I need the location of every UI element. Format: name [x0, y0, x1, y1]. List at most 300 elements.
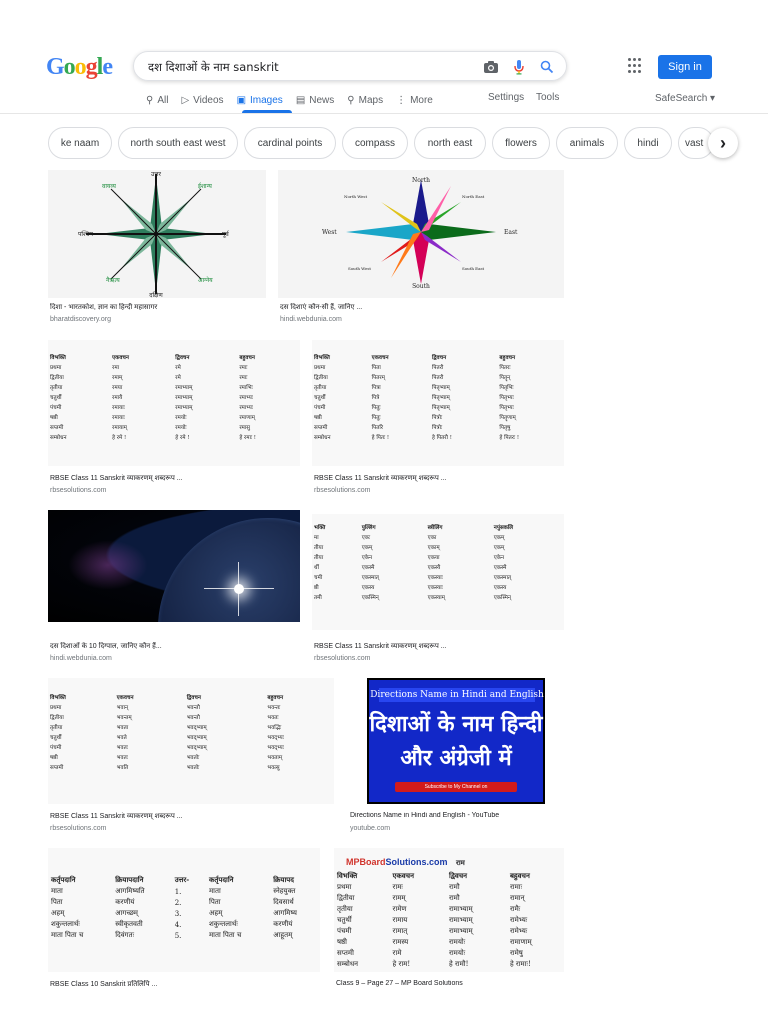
table-cell: हे रामाः! — [509, 960, 531, 968]
table-cell: नपुंसकलि — [493, 525, 514, 531]
table-cell: भवन्तौ — [186, 715, 200, 721]
table-cell: दिवसार्थ — [273, 898, 294, 906]
apps-grid-icon[interactable] — [628, 58, 644, 74]
table-cell: रामाभ्याम् — [449, 916, 473, 924]
table-row — [312, 402, 564, 412]
table-cell: पितरि — [371, 425, 384, 431]
mic-icon[interactable] — [510, 58, 528, 76]
table-cell: एकस्य — [361, 585, 375, 591]
chip[interactable]: cardinal points — [244, 127, 336, 159]
table-cell: भवन्तम् — [116, 715, 132, 721]
table-cell: पंचमी — [50, 745, 62, 751]
tab-label: More — [410, 94, 433, 106]
sign-in-button[interactable]: Sign in — [658, 55, 712, 79]
table-row — [334, 893, 564, 904]
table-cell: तमी — [314, 595, 322, 601]
table-cell: पितुः — [371, 415, 381, 421]
table-cell: रामः — [392, 883, 403, 891]
tab-label: Images — [250, 94, 283, 106]
tab-label: Videos — [193, 94, 224, 106]
declension-table — [312, 522, 564, 602]
table-cell: कर्तृपदानि — [209, 875, 234, 884]
table-cell: भवतोः — [186, 755, 200, 761]
table-row — [48, 919, 320, 930]
se-label: South East — [462, 266, 485, 271]
table-cell: तृतीया — [337, 905, 353, 913]
result-image[interactable] — [312, 340, 564, 466]
east-label: East — [504, 229, 518, 236]
result-title[interactable]: दस दिशाएं कौन-सी हैं, जानिए ... — [280, 304, 363, 311]
brand-logo — [346, 857, 448, 867]
table-cell: सप्तमी — [50, 765, 64, 771]
search-input[interactable] — [148, 57, 468, 77]
chip[interactable]: north south east west — [118, 127, 238, 159]
table-cell: शकुन्तलार्थः — [209, 920, 238, 928]
table-row — [48, 372, 300, 382]
table-row — [334, 959, 564, 970]
table-row — [48, 402, 300, 412]
table-cell: एकया — [427, 555, 440, 561]
table-cell: रामेभ्यः — [509, 927, 528, 935]
table-cell: रमायाः — [112, 405, 125, 411]
table-row — [48, 422, 300, 432]
table-cell: प्रथमा — [314, 365, 326, 371]
table-cell: रामाणाम् — [509, 938, 532, 946]
table-cell: द्वितीया — [337, 894, 355, 902]
table-cell: पितृषु — [499, 425, 511, 431]
subscribe-text: Subscribe to My Channel on — [424, 784, 488, 790]
table-cell: एकस्यै — [427, 565, 441, 571]
table-cell: पिता — [51, 898, 63, 906]
table-cell: पितॄणाम् — [499, 415, 516, 421]
table-cell: रामान् — [509, 894, 525, 902]
table-cell: रमया — [112, 385, 123, 391]
table-cell: सम्बोधन — [314, 435, 331, 441]
table-cell: करणीयं — [115, 898, 135, 906]
table-row — [334, 915, 564, 926]
table-cell: रमयोः — [175, 425, 187, 431]
compass-rose-image — [48, 170, 266, 298]
nw-label: वायव्य — [102, 184, 116, 190]
table-cell: अहम् — [209, 909, 223, 917]
result-image[interactable] — [278, 170, 564, 298]
ne-label: North East — [462, 194, 485, 199]
table-row — [334, 870, 564, 882]
south-label: South — [412, 283, 430, 290]
table-cell: भवतः — [116, 745, 128, 751]
tools-link[interactable]: Tools — [536, 92, 560, 103]
table-cell: भवति — [116, 765, 129, 771]
table-cell: रामे — [392, 949, 402, 957]
table-cell: उत्तर- — [174, 875, 190, 884]
table-row — [312, 412, 564, 422]
result-title[interactable]: RBSE Class 11 Sanskrit व्याकरणम् शब्दरूप ... — [50, 813, 183, 820]
table-row — [48, 382, 300, 392]
table-cell: एकम् — [493, 545, 505, 551]
chip[interactable]: north east — [414, 127, 486, 159]
table-cell: द्विवचन — [431, 355, 447, 361]
table-cell: रमासु — [239, 425, 250, 431]
table-cell: पित्रोः — [431, 425, 443, 431]
planet-graphic — [158, 518, 300, 622]
chip[interactable]: hindi — [624, 127, 672, 159]
result-image[interactable] — [48, 678, 334, 804]
table-cell: रामाः — [509, 883, 523, 891]
table-cell: एकवचन — [371, 355, 389, 361]
result-source[interactable]: hindi.webdunia.com — [280, 316, 342, 323]
table-cell: भवद्भ्यः — [267, 735, 284, 741]
table-row — [312, 582, 564, 592]
north-label: North — [411, 177, 431, 184]
table-row — [48, 874, 320, 886]
table-cell: द्विवचन — [186, 695, 201, 701]
table-cell: एकवचन — [112, 355, 129, 361]
logo-letter: G — [46, 54, 64, 80]
result-title[interactable]: RBSE Class 10 Sanskrit प्रतिलिपि ... — [50, 981, 158, 988]
chip[interactable]: ke naam — [48, 127, 112, 159]
table-cell: रमाः — [239, 365, 248, 371]
table-cell: हे पितरः ! — [499, 435, 520, 441]
table-cell: रामेभ्यः — [509, 916, 528, 924]
result-image[interactable] — [312, 514, 564, 630]
tab-images[interactable] — [237, 92, 283, 108]
header-divider — [0, 113, 768, 114]
table-cell: माता पिता च — [209, 931, 242, 939]
table-cell: पिता — [371, 365, 381, 371]
table-cell: रमाः — [239, 375, 248, 381]
chip[interactable]: animals — [556, 127, 618, 159]
chevron-right-icon[interactable]: › — [708, 128, 738, 158]
verb-table — [48, 874, 320, 941]
table-cell: बहुवचन — [509, 871, 530, 880]
table-cell: भवताम् — [267, 755, 283, 761]
west-label: West — [322, 229, 337, 236]
more-vert-icon: ⋮ — [396, 94, 407, 106]
table-row — [48, 752, 334, 762]
table-cell: पितरौ — [431, 365, 444, 371]
table-cell: एकस्याम् — [427, 595, 445, 601]
safesearch-dropdown[interactable] — [655, 93, 715, 104]
table-cell: रमायाम् — [112, 425, 127, 431]
declension-table — [334, 870, 564, 970]
table-cell: भवद्भ्याम् — [186, 725, 207, 731]
table-cell: सप्तमी — [314, 425, 328, 431]
table-row — [48, 432, 300, 442]
table-row — [48, 732, 334, 742]
table-cell: एकस्मै — [493, 565, 507, 571]
table-cell: रमाम् — [112, 375, 123, 381]
table-cell: रामम् — [392, 894, 406, 902]
table-row — [312, 572, 564, 582]
table-row — [334, 937, 564, 948]
table-cell: एकम् — [493, 535, 505, 541]
table-cell: पितरौ — [431, 375, 444, 381]
table-cell: भवतः — [267, 715, 279, 721]
logo-letter: g — [85, 54, 97, 80]
table-cell: मा — [314, 535, 319, 541]
table-cell: चतुर्थी — [50, 735, 62, 741]
table-cell: स्नेहयुक्त — [273, 887, 296, 895]
table-cell: सप्तमी — [337, 949, 354, 957]
table-row — [312, 562, 564, 572]
table-cell: रमे — [175, 365, 181, 371]
table-cell: पितृभ्याम् — [431, 385, 450, 391]
table-cell: आगमिष्यति — [115, 887, 145, 895]
table-row — [312, 382, 564, 392]
table-cell: माता पिता च — [51, 931, 84, 939]
table-cell: एकस्य — [493, 585, 507, 591]
news-icon: ▤ — [295, 94, 306, 106]
camera-icon[interactable] — [482, 58, 500, 76]
table-row — [312, 362, 564, 372]
table-row — [48, 362, 300, 372]
tab-label: News — [309, 94, 335, 106]
subscribe-bar — [395, 782, 517, 792]
search-box[interactable] — [133, 51, 567, 81]
table-cell: हे पितः ! — [371, 435, 390, 441]
tab-news[interactable] — [296, 92, 334, 108]
table-cell: रामौ — [449, 883, 460, 891]
table-cell: आगमिष्य — [273, 909, 297, 917]
table-cell: रमाभिः — [239, 385, 253, 391]
table-cell: भवान् — [116, 705, 129, 711]
brand-word: राम — [455, 858, 465, 867]
settings-link[interactable]: Settings — [488, 92, 525, 103]
table-cell: तृतीया — [50, 725, 63, 731]
result-source[interactable]: bharatdiscovery.org — [50, 316, 111, 323]
table-cell: 4. — [174, 920, 182, 929]
tab-all[interactable] — [146, 92, 168, 108]
logo-letter: e — [102, 54, 112, 80]
table-row — [48, 392, 300, 402]
table-cell: र्थी — [314, 565, 319, 571]
table-row — [48, 930, 320, 941]
tab-videos[interactable] — [181, 92, 223, 108]
table-cell: एकस्मिन् — [493, 595, 511, 601]
image-icon: ▣ — [236, 94, 247, 106]
result-image[interactable] — [334, 848, 564, 972]
table-cell: पंचमी — [337, 927, 352, 935]
table-cell: रमाभ्याम् — [175, 405, 193, 411]
table-cell: अहम् — [51, 909, 65, 917]
table-row — [48, 712, 334, 722]
result-title[interactable]: Directions Name in Hindi and English - YouTube — [350, 812, 500, 819]
table-cell: एकस्मै — [361, 565, 375, 571]
table-cell: षष्ठी — [50, 755, 58, 761]
table-row — [312, 552, 564, 562]
table-cell: माता — [51, 887, 63, 895]
tab-maps[interactable] — [347, 92, 383, 108]
table-cell: तीया — [314, 545, 324, 551]
star-graphic — [234, 584, 244, 594]
table-cell: रमयोः — [175, 415, 187, 421]
table-row — [48, 692, 334, 702]
table-row — [312, 422, 564, 432]
table-cell: 1. — [174, 887, 182, 896]
table-cell: भवतोः — [186, 765, 200, 771]
result-title[interactable]: RBSE Class 11 Sanskrit व्याकरणम् शब्दरूप ... — [314, 643, 447, 650]
result-source[interactable]: rbsesolutions.com — [314, 487, 371, 494]
table-cell: 2. — [174, 898, 182, 907]
result-title[interactable]: RBSE Class 11 Sanskrit व्याकरणम् शब्दरूप ... — [314, 475, 447, 482]
table-cell: पित्रा — [371, 385, 381, 391]
table-cell: तृतीया — [314, 385, 327, 391]
table-cell: पितॄन् — [499, 375, 511, 381]
table-cell: बहुवचन — [239, 355, 255, 361]
table-row — [312, 352, 564, 362]
table-cell: एकवचन — [392, 871, 414, 880]
google-logo[interactable] — [46, 54, 112, 81]
table-cell: द्वितीया — [50, 715, 64, 721]
table-cell: एकस्मिन् — [361, 595, 379, 601]
table-cell: विभक्ति — [50, 695, 66, 701]
table-row — [48, 722, 334, 732]
video-heading: दिशाओं के नाम हिन्दी — [369, 712, 543, 737]
table-cell: सप्तमी — [50, 425, 64, 431]
brand-part: MPBoard — [346, 857, 386, 867]
table-row — [48, 702, 334, 712]
table-cell: रमायै — [112, 395, 123, 401]
video-subheading: और अंग्रेजी में — [400, 746, 512, 771]
compass-rose-image — [278, 170, 564, 298]
tab-label: All — [157, 94, 169, 106]
table-cell: बहुवचन — [499, 355, 516, 361]
table-cell: एकस्याः — [427, 585, 443, 591]
table-row — [312, 372, 564, 382]
table-row — [334, 882, 564, 893]
table-row — [334, 948, 564, 959]
result-image[interactable] — [48, 170, 266, 298]
table-cell: भवन्तौ — [186, 705, 200, 711]
table-row — [312, 592, 564, 602]
table-cell: विभक्ति — [337, 871, 358, 880]
chip[interactable]: vast — [678, 127, 714, 159]
table-row — [334, 926, 564, 937]
table-row — [48, 352, 300, 362]
table-cell: एकाम् — [427, 545, 440, 551]
table-row — [312, 522, 564, 532]
table-cell: एकेन — [361, 555, 373, 561]
table-cell: एकस्मात् — [493, 575, 512, 581]
result-title[interactable]: RBSE Class 11 Sanskrit व्याकरणम् शब्दरूप ... — [50, 475, 183, 482]
play-icon: ▷ — [181, 94, 190, 106]
table-cell: प्रथमा — [50, 365, 62, 371]
result-image[interactable] — [48, 848, 320, 972]
table-cell: बहुवचन — [267, 695, 284, 701]
table-cell: दिवंगतः — [115, 931, 135, 939]
nebula-graphic — [68, 540, 148, 590]
logo-letter: l — [96, 54, 103, 80]
table-cell: षष्ठी — [50, 415, 58, 421]
table-cell: रमाभ्याम् — [175, 395, 193, 401]
result-source[interactable]: rbsesolutions.com — [50, 825, 107, 832]
table-cell: पित्रे — [371, 395, 380, 401]
result-source[interactable]: rbsesolutions.com — [50, 487, 107, 494]
table-cell: भवता — [116, 725, 129, 731]
table-cell: रमाणाम् — [239, 415, 255, 421]
result-image[interactable] — [48, 510, 300, 622]
table-cell: पिता — [209, 898, 221, 906]
result-title[interactable]: दिशा - भारतकोश, ज्ञान का हिन्दी महासागर — [50, 304, 158, 311]
table-cell: एकेन — [493, 555, 505, 561]
table-cell: चमी — [314, 575, 323, 581]
table-cell: रामौ — [449, 894, 460, 902]
table-cell: करणीयं — [273, 920, 293, 928]
table-cell: 5. — [174, 931, 182, 940]
result-title[interactable]: Class 9 – Page 27 – MP Board Solutions — [336, 980, 463, 987]
declension-table — [48, 692, 334, 772]
chip[interactable]: flowers — [492, 127, 550, 159]
logo-letter: o — [63, 54, 75, 80]
table-cell: द्वितीया — [50, 375, 64, 381]
search-icon: ⚲ — [146, 94, 154, 106]
table-cell: भवद्भिः — [267, 725, 282, 731]
result-image[interactable] — [48, 340, 300, 466]
north-label: उत्तर — [151, 172, 161, 178]
table-cell: रमाभ्याम् — [175, 385, 193, 391]
table-cell: पितृभ्यः — [499, 405, 514, 411]
table-cell: रामयोः — [449, 938, 466, 946]
tab-more[interactable] — [396, 92, 433, 108]
table-row — [48, 412, 300, 422]
result-image[interactable] — [367, 678, 545, 804]
table-row — [312, 392, 564, 402]
table-cell: चतुर्थी — [314, 395, 326, 401]
table-cell: शकुन्तलार्थः — [51, 920, 80, 928]
table-row — [48, 908, 320, 919]
table-cell: पितरः — [499, 365, 511, 371]
table-cell: पंचमी — [50, 405, 62, 411]
logo-letter: o — [74, 54, 86, 80]
table-cell: क्रियापद — [273, 875, 294, 884]
table-cell: हे पितरौ ! — [431, 435, 452, 441]
table-cell: भवन्तः — [267, 705, 281, 711]
table-cell: पितरम् — [371, 375, 385, 381]
south-label: दक्षिण — [149, 293, 163, 298]
table-cell: माता — [209, 887, 221, 895]
table-cell: स्वीकृतवती — [115, 920, 143, 928]
table-cell: विभक्ति — [50, 355, 66, 361]
table-cell: एका — [427, 535, 437, 541]
table-cell: क्रियापदानि — [115, 875, 144, 884]
table-cell: एकस्याः — [427, 575, 443, 581]
table-cell: तीया — [314, 555, 324, 561]
table-cell: रामस्य — [392, 938, 409, 946]
result-source[interactable]: hindi.webdunia.com — [50, 655, 112, 662]
table-row — [48, 762, 334, 772]
table-cell: भवद्भ्याम् — [186, 745, 207, 751]
table-row — [312, 532, 564, 542]
brand-part: Solutions.com — [385, 857, 448, 867]
result-source[interactable]: youtube.com — [350, 825, 391, 832]
table-cell: भवतः — [116, 755, 128, 761]
chip[interactable]: compass — [342, 127, 408, 159]
search-icon[interactable] — [538, 58, 556, 76]
east-label: पूर्व — [222, 232, 229, 238]
table-cell: एकस्मात् — [361, 575, 379, 581]
table-cell: रमाभ्यः — [239, 405, 253, 411]
table-cell: रमा — [112, 365, 120, 371]
table-cell: रामाभ्याम् — [449, 927, 473, 935]
table-row — [334, 904, 564, 915]
table-cell: रामात् — [392, 927, 408, 935]
table-cell: पितृभ्यः — [499, 395, 514, 401]
table-cell: रामैः — [509, 905, 521, 913]
table-cell: भवत्सु — [267, 765, 280, 771]
declension-table — [312, 352, 564, 442]
result-source[interactable]: rbsesolutions.com — [314, 655, 371, 662]
result-title[interactable]: दस दिशाओं के 10 दिग्पाल, जानिए कौन हैं... — [50, 643, 162, 650]
